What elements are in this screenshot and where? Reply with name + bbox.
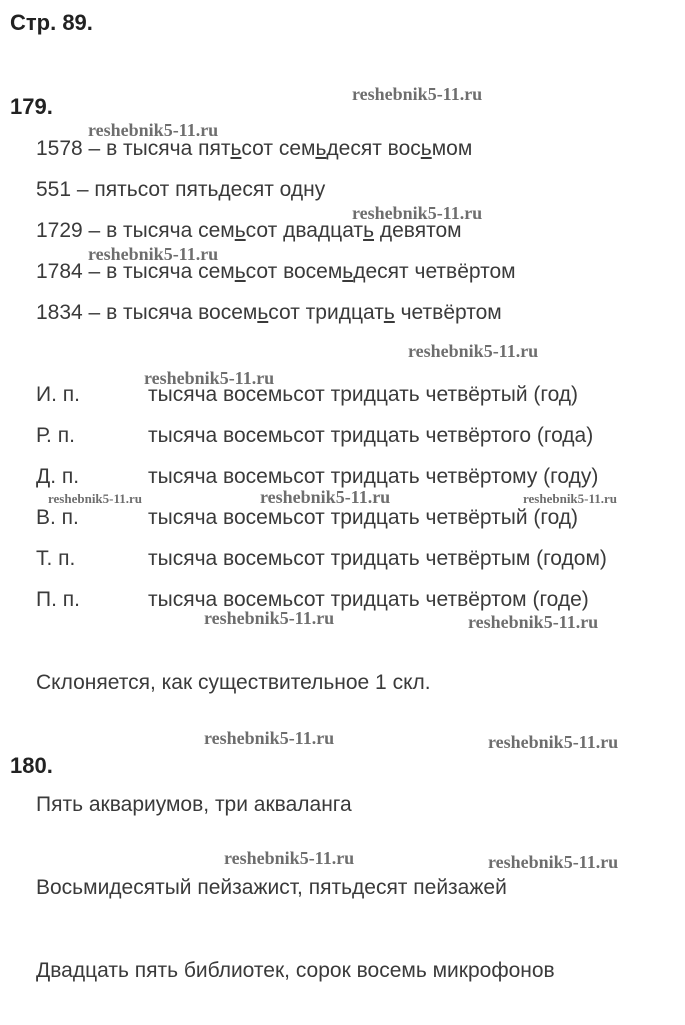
case-label: Р. п.: [36, 424, 75, 447]
case-form: тысяча восемьсот тридцать четвёртому (году): [148, 465, 599, 488]
case-label: И. п.: [36, 383, 80, 406]
case-form: тысяча восемьсот тридцать четвёртого (года): [148, 424, 594, 447]
watermark: reshebnik5-11.ru: [204, 608, 335, 628]
case-form: тысяча восемьсот тридцать четвёртый (год): [148, 383, 579, 406]
case-label: В. п.: [36, 506, 79, 529]
case-form: тысяча восемьсот тридцать четвёртый (год): [148, 506, 579, 529]
number-line: 1834 – в тысяча восемьсот тридцать четвёртом: [36, 301, 502, 324]
conclusion-text: Склоняется, как существительное 1 скл.: [36, 671, 431, 694]
answer-line: Пять аквариумов, три акваланга: [36, 793, 352, 816]
number-line: 1784 – в тысяча семьсот восемьдесят четвёртом: [36, 260, 516, 283]
page-label: Стр. 89.: [10, 10, 93, 35]
watermark: reshebnik5-11.ru: [408, 341, 539, 361]
case-label: Т. п.: [36, 547, 76, 570]
case-form: тысяча восемьсот тридцать четвёртом (годе): [148, 588, 589, 611]
watermark: reshebnik5-11.ru: [488, 852, 619, 872]
number-line: 1578 – в тысяча пятьсот семьдесят восьмом: [36, 137, 473, 160]
number-line: 1729 – в тысяча семьсот двадцать девятом: [36, 219, 462, 242]
answer-line: Восьмидесятый пейзажист, пятьдесят пейзажей: [36, 876, 507, 899]
watermark: reshebnik5-11.ru: [88, 244, 219, 264]
watermark: reshebnik5-11.ru: [224, 848, 355, 868]
case-label: Д. п.: [36, 465, 80, 488]
watermark: reshebnik5-11.ru: [523, 491, 618, 506]
exercise-179-number: 179.: [10, 94, 53, 119]
watermark: reshebnik5-11.ru: [204, 728, 335, 748]
watermark: reshebnik5-11.ru: [144, 368, 275, 388]
watermark: reshebnik5-11.ru: [352, 84, 483, 104]
watermark: reshebnik5-11.ru: [88, 120, 219, 140]
watermark: reshebnik5-11.ru: [468, 612, 599, 632]
watermark: reshebnik5-11.ru: [352, 203, 483, 223]
exercise-180-number: 180.: [10, 753, 53, 778]
watermark: reshebnik5-11.ru: [260, 487, 391, 507]
case-label: П. п.: [36, 588, 80, 611]
number-line: 551 – пятьсот пятьдесят одну: [36, 178, 326, 201]
watermark: reshebnik5-11.ru: [488, 732, 619, 752]
watermark: reshebnik5-11.ru: [48, 491, 143, 506]
answer-line: Двадцать пять библиотек, сорок восемь микрофонов: [36, 959, 555, 982]
case-form: тысяча восемьсот тридцать четвёртым (годом): [148, 547, 607, 570]
